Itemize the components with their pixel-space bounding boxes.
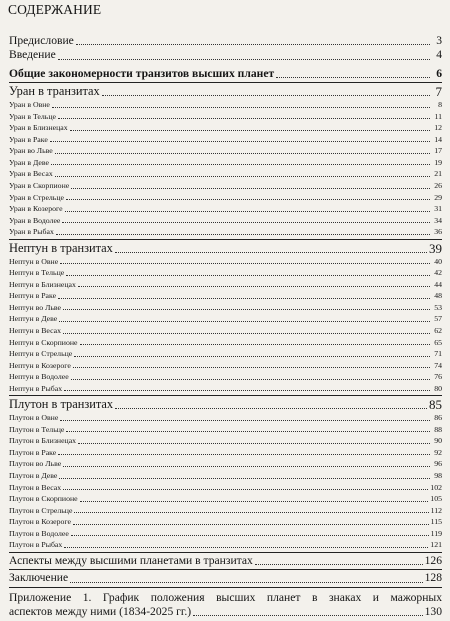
toc-subentry: [9, 424, 442, 436]
entry-title: Уран в транзитах: [9, 84, 100, 99]
dot-leader: [59, 320, 430, 322]
entry-title: Нептун в Рыбах: [9, 383, 63, 393]
entry-title: Уран в Стрельце: [9, 192, 64, 202]
dot-leader: [78, 285, 430, 287]
entry-page: 74: [434, 360, 442, 370]
dot-leader: [70, 581, 422, 583]
dot-leader: [50, 140, 430, 142]
entry-page: 112: [430, 505, 442, 515]
page-title: СОДЕРЖАНИЕ: [8, 2, 102, 17]
entry-page: 92: [434, 447, 442, 457]
dot-leader: [74, 511, 428, 513]
entry-page: 53: [434, 302, 442, 312]
toc-subentry: [9, 458, 442, 470]
entry-title: Плутон в транзитах: [9, 397, 114, 412]
entry-page: 96: [434, 459, 442, 469]
table-of-contents: [9, 34, 442, 619]
toc-subentry: [9, 256, 442, 268]
toc-subentry: [9, 192, 442, 204]
dot-leader: [63, 488, 428, 490]
entry-page: 65: [434, 337, 442, 347]
dot-leader: [58, 453, 430, 455]
toc-subentry: [9, 279, 442, 291]
toc-subentry: [9, 435, 442, 447]
entry-page: 130: [424, 604, 442, 618]
toc-subentry: [9, 348, 442, 360]
entry-title: Уран в Овне: [9, 100, 50, 110]
dot-leader: [115, 251, 427, 253]
toc-entry: [9, 48, 442, 62]
dot-leader: [58, 58, 430, 60]
appendix-entry: [9, 591, 442, 619]
toc-subentry: [9, 337, 442, 349]
entry-title: Плутон в Овне: [9, 413, 59, 423]
entry-title: аспектов между ними (1834-2025 гг.): [9, 604, 192, 618]
toc-subentry: [9, 145, 442, 157]
entry-page: 21: [434, 169, 442, 179]
dot-leader: [255, 563, 423, 565]
section-divider: [9, 587, 442, 588]
entry-title: Уран в Весах: [9, 169, 53, 179]
toc-subentry: [9, 516, 442, 528]
entry-title: Плутон в Стрельце: [9, 505, 73, 515]
entry-page: 39: [429, 240, 442, 256]
dot-leader: [80, 500, 429, 502]
toc-subentry: [9, 302, 442, 314]
entry-title: Общие закономерности транзитов высших планет: [9, 66, 275, 80]
toc-subentry: [9, 325, 442, 337]
dot-leader: [70, 129, 430, 131]
entry-title: Плутон в Тельце: [9, 424, 65, 434]
dot-leader: [73, 523, 429, 525]
entry-page: 128: [424, 571, 442, 585]
entry-page: 57: [434, 314, 442, 324]
entry-title: Нептун в Весах: [9, 326, 61, 336]
toc-subentry: [9, 482, 442, 494]
dot-leader: [58, 297, 430, 299]
entry-title: Нептун в Деве: [9, 314, 58, 324]
toc-subentry: [9, 226, 442, 238]
entry-title: Нептун в Близнецах: [9, 279, 76, 289]
dot-leader: [71, 534, 429, 536]
entry-page: 17: [434, 146, 442, 156]
entry-page: 98: [434, 471, 442, 481]
section-heading: [9, 84, 442, 99]
entry-page: 44: [434, 279, 442, 289]
entry-page: 126: [424, 553, 442, 567]
dot-leader: [71, 187, 430, 189]
entry-page: 88: [434, 424, 442, 434]
entry-title: Нептун в Водолее: [9, 372, 69, 382]
entry-title: Аспекты между высшими планетами в транзитах: [9, 553, 253, 567]
entry-page: 102: [430, 482, 442, 492]
toc-subentry: [9, 122, 442, 134]
entry-page: 29: [434, 192, 442, 202]
entry-page: 36: [434, 227, 442, 237]
entry-title: Заключение: [9, 571, 69, 585]
dot-leader: [66, 274, 430, 276]
entry-title: Уран в Рыбах: [9, 227, 54, 237]
toc-subentry: [9, 180, 442, 192]
entry-title: Плутон в Водолее: [9, 528, 69, 538]
dot-leader: [73, 366, 430, 368]
dot-leader: [64, 546, 428, 548]
entry-title: Плутон во Льве: [9, 459, 62, 469]
entry-title: Плутон в Козероге: [9, 517, 71, 527]
entry-title: Уран в Скорпионе: [9, 181, 70, 190]
dot-leader: [58, 117, 430, 119]
dot-leader: [59, 477, 430, 479]
toc-subentry: [9, 203, 442, 215]
entry-page: 34: [434, 215, 442, 225]
dot-leader: [78, 442, 430, 444]
entry-page: 115: [430, 517, 442, 527]
dot-leader: [60, 262, 430, 264]
section-divider: [9, 552, 442, 553]
entry-page: 31: [434, 204, 442, 214]
section-heading: [9, 241, 442, 256]
dot-leader: [51, 163, 430, 165]
toc-subentry: [9, 493, 442, 505]
entry-title: Нептун в Козероге: [9, 360, 71, 370]
dot-leader: [76, 43, 430, 45]
entry-title: Предисловие: [9, 33, 74, 47]
toc-subentry: [9, 505, 442, 517]
toc-entry: [9, 34, 442, 48]
entry-title: Нептун в Тельце: [9, 268, 65, 278]
entry-title: Плутон в Скорпионе: [9, 494, 78, 504]
entry-page: 4: [436, 48, 442, 62]
entry-title: Уран в Деве: [9, 157, 49, 167]
dot-leader: [74, 355, 430, 357]
dot-leader: [193, 614, 423, 616]
dot-leader: [102, 94, 430, 96]
toc-subentry: [9, 371, 442, 383]
entry-title: Нептун в Овне: [9, 256, 59, 266]
entry-page: 3: [436, 33, 442, 47]
entry-page: 26: [434, 181, 442, 190]
toc-subentry: [9, 111, 442, 123]
entry-title: Нептун в Скорпионе: [9, 337, 78, 347]
dot-leader: [63, 465, 430, 467]
toc-entry: [9, 571, 442, 585]
section-divider: [9, 82, 442, 83]
toc-subentry: [9, 360, 442, 372]
appendix-title-line2: [9, 605, 442, 619]
entry-page: 48: [434, 291, 442, 301]
section-heading: [9, 397, 442, 412]
dot-leader: [55, 152, 430, 154]
entry-page: 85: [429, 397, 442, 413]
entry-title: Нептун в транзитах: [9, 240, 113, 255]
dot-leader: [60, 419, 430, 421]
entry-page: 14: [434, 134, 442, 144]
entry-page: 6: [436, 66, 442, 80]
dot-leader: [65, 210, 430, 212]
entry-page: 42: [434, 268, 442, 278]
entry-page: 121: [430, 540, 442, 550]
entry-title: Плутон в Деве: [9, 471, 58, 481]
toc-subentry: [9, 99, 442, 111]
entry-page: 86: [434, 413, 442, 423]
dot-leader: [63, 308, 430, 310]
entry-page: 90: [434, 436, 442, 446]
dot-leader: [64, 389, 430, 391]
section-divider: [9, 569, 442, 570]
entry-title: Плутон в Рыбах: [9, 540, 63, 550]
toc-subentry: [9, 157, 442, 169]
toc-entry: [9, 554, 442, 568]
entry-page: 76: [434, 372, 442, 382]
dot-leader: [62, 221, 430, 223]
dot-leader: [115, 407, 427, 409]
entry-page: 8: [438, 100, 442, 110]
dot-leader: [55, 175, 430, 177]
entry-page: 71: [434, 349, 442, 359]
section-divider: [9, 395, 442, 396]
toc-subentry: [9, 290, 442, 302]
entry-page: 80: [434, 383, 442, 393]
dot-leader: [63, 332, 430, 334]
dot-leader: [71, 378, 430, 380]
entry-title: Уран в Водолее: [9, 215, 61, 225]
toc-subentry: [9, 470, 442, 482]
appendix-title-line1: Приложение 1. График положения высших планет в знаках и мажорных: [9, 590, 442, 604]
toc-subentry: [9, 412, 442, 424]
toc-subentry: [9, 168, 442, 180]
entry-page: 7: [435, 84, 442, 100]
entry-page: 62: [434, 326, 442, 336]
dot-leader: [276, 76, 430, 78]
dot-leader: [52, 106, 430, 108]
entry-page: 119: [430, 528, 442, 538]
toc-subentry: [9, 383, 442, 395]
dot-leader: [56, 233, 430, 235]
toc-subentry: [9, 447, 442, 459]
entry-title: Нептун в Раке: [9, 291, 57, 301]
entry-title: Плутон в Весах: [9, 482, 62, 492]
entry-title: Уран в Тельце: [9, 111, 56, 121]
entry-page: 11: [434, 111, 442, 121]
dot-leader: [80, 343, 431, 345]
entry-title: Плутон в Близнецах: [9, 436, 77, 446]
entry-title: Нептун во Льве: [9, 302, 62, 312]
toc-entry: [9, 67, 442, 81]
entry-title: Плутон в Раке: [9, 447, 57, 457]
toc-subentry: [9, 313, 442, 325]
toc-subentry: [9, 267, 442, 279]
toc-subentry: [9, 134, 442, 146]
entry-title: Нептун в Стрельце: [9, 349, 73, 359]
section-divider: [9, 239, 442, 240]
entry-page: 12: [434, 123, 442, 133]
toc-subentry: [9, 528, 442, 540]
entry-title: Уран во Льве: [9, 146, 53, 156]
toc-subentry: [9, 215, 442, 227]
dot-leader: [66, 430, 430, 432]
entry-page: 19: [434, 157, 442, 167]
toc-subentry: [9, 539, 442, 551]
entry-title: Введение: [9, 48, 56, 62]
entry-page: 105: [430, 494, 442, 504]
entry-title: Уран в Козероге: [9, 204, 63, 214]
entry-title: Уран в Раке: [9, 134, 48, 144]
entry-title: Уран в Близнецах: [9, 123, 68, 133]
dot-leader: [66, 198, 430, 200]
entry-page: 40: [434, 256, 442, 266]
